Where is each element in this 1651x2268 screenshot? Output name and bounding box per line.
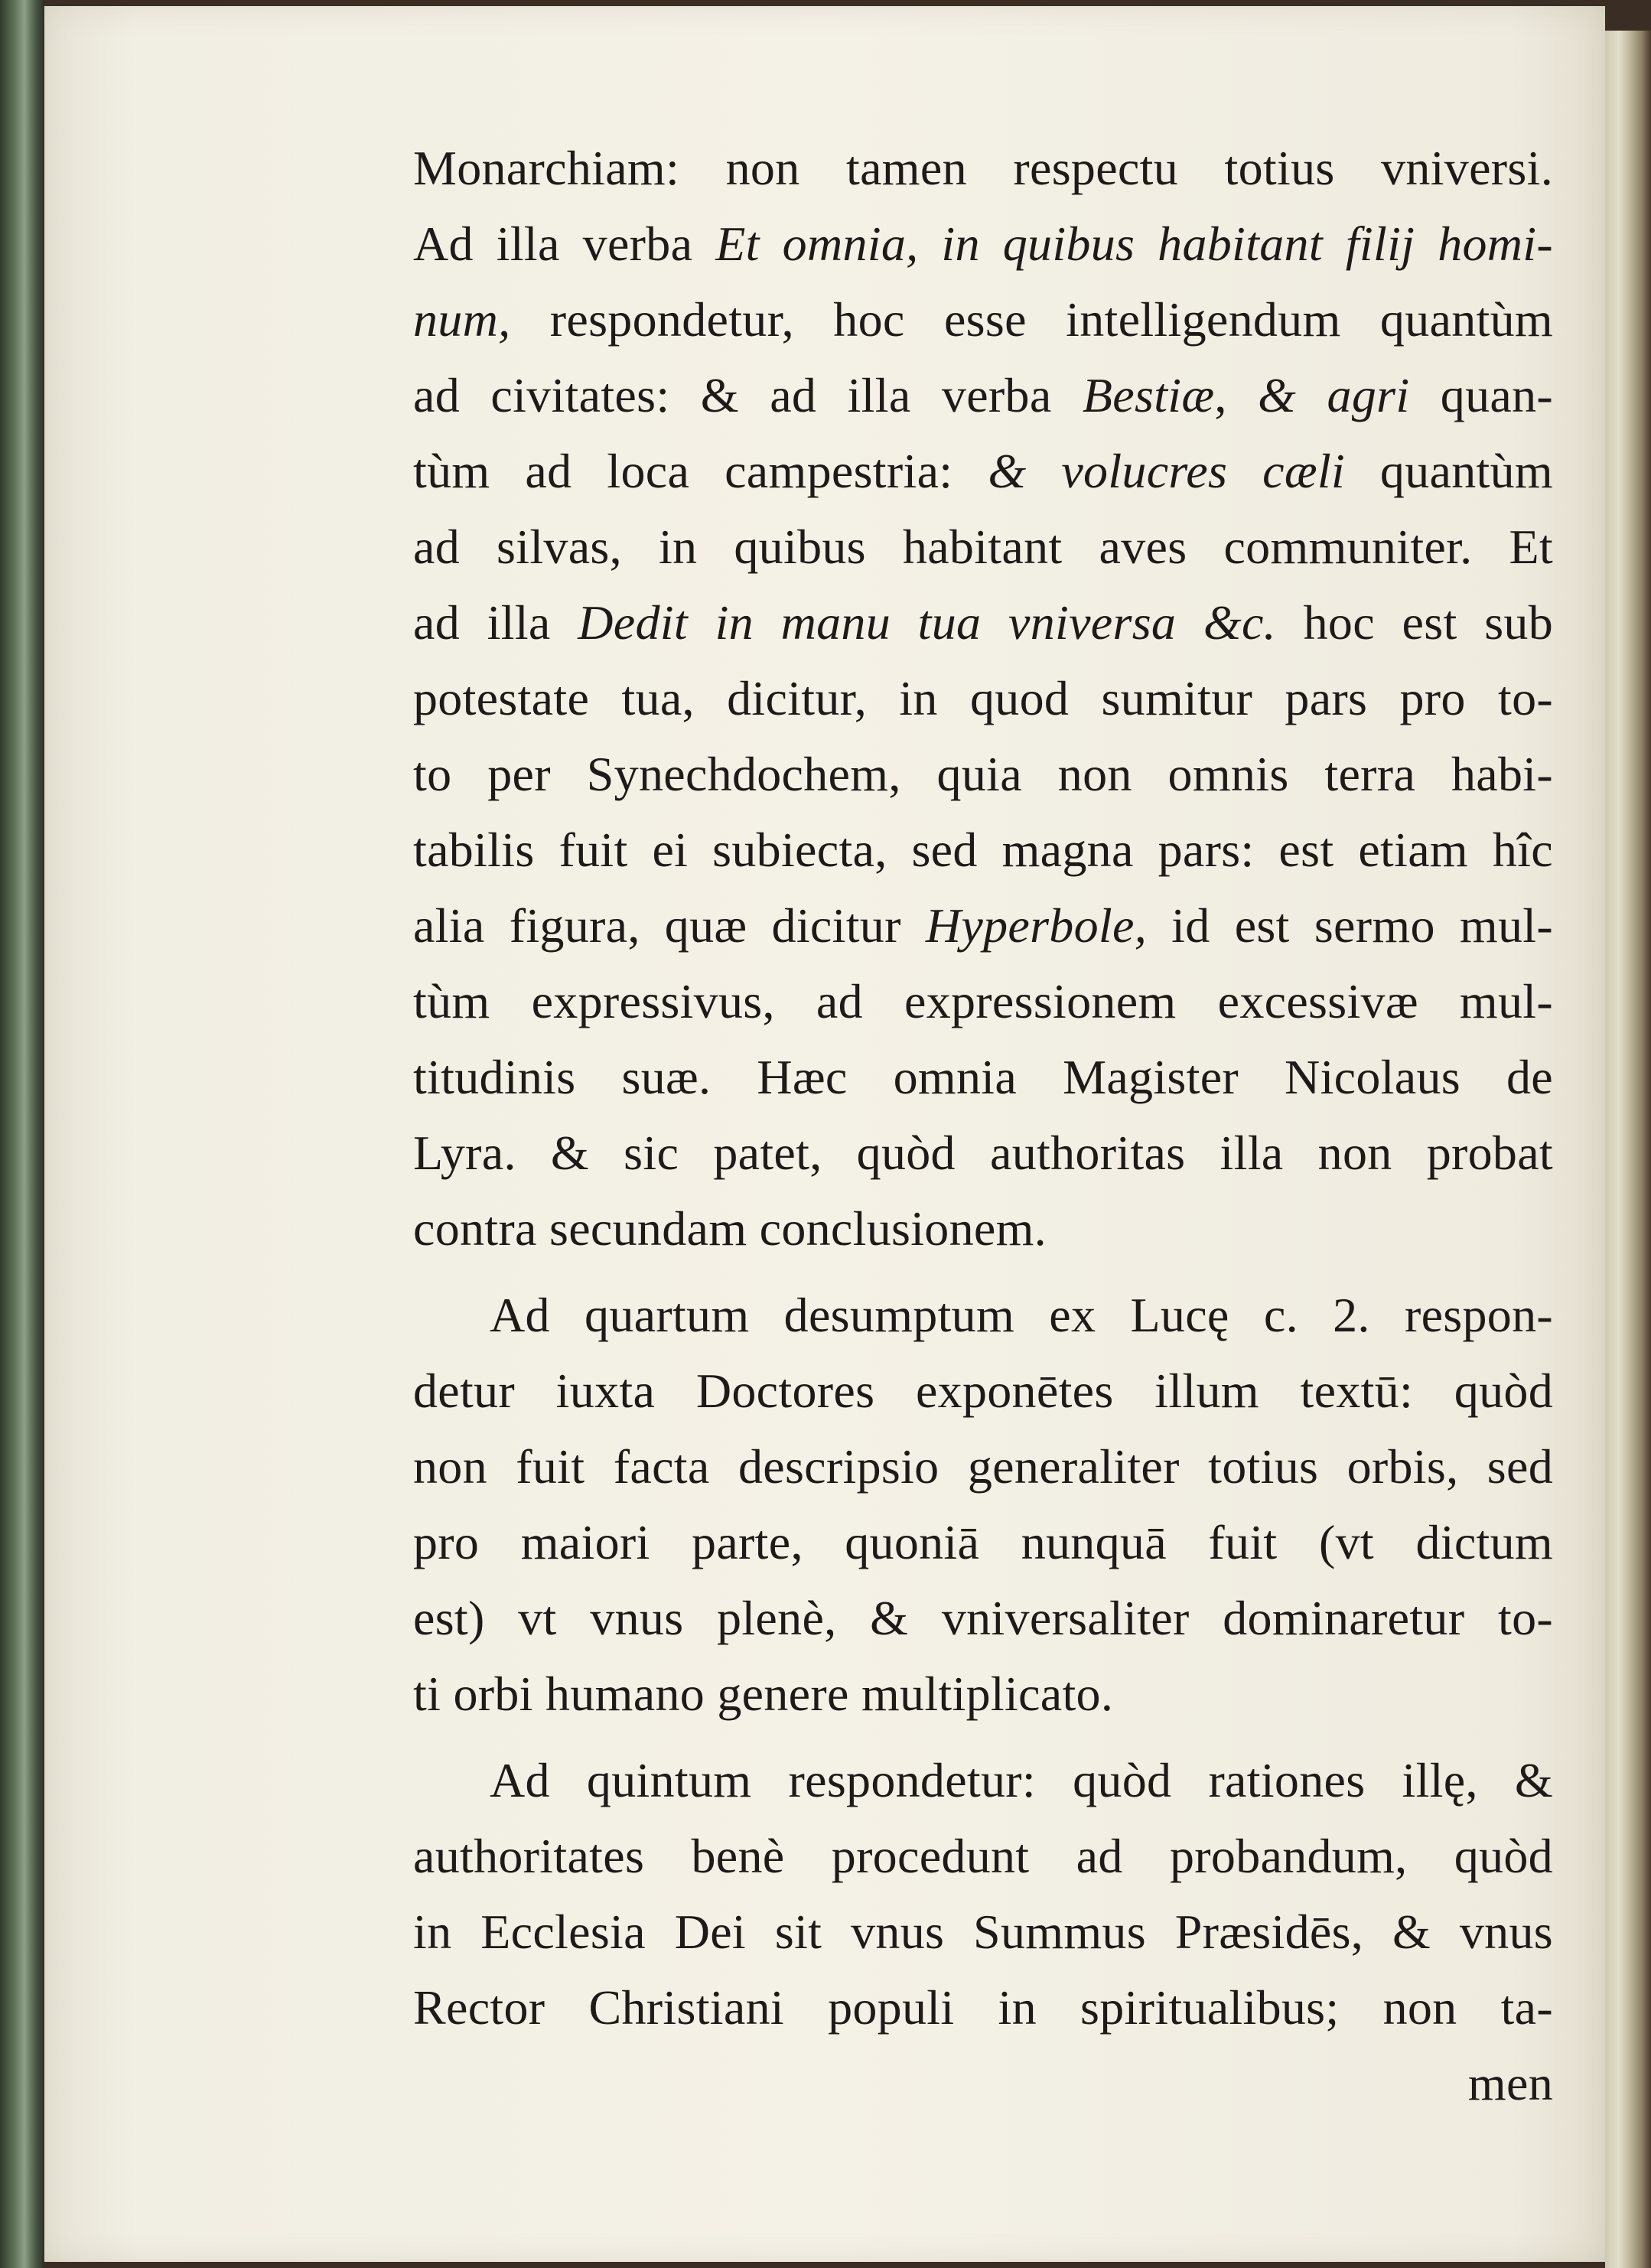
text-span: in Ecclesia Dei sit vnus Summus Præsidēs, & vnus (413, 1905, 1553, 1959)
text-span: Ad quartum desumptum ex Lucę c. 2. respon- (490, 1288, 1553, 1342)
italic-text-span: Hyperbole, (925, 898, 1147, 953)
text-span: quan- (1409, 368, 1553, 422)
text-line (413, 1742, 1553, 1818)
text-line (413, 1580, 1553, 1656)
text-line (413, 963, 1553, 1039)
book-spine-edge (0, 0, 44, 2268)
text-span: ti orbi humano genere multiplicato. (413, 1667, 1114, 1721)
text-line (413, 509, 1553, 585)
text-span (1296, 368, 1327, 422)
text-span: ad illa (413, 595, 578, 650)
text-span: tabilis fuit ei subiecta, sed magna pars: est etiam hîc (413, 823, 1553, 877)
text-line (413, 357, 1553, 433)
text-line (413, 660, 1553, 736)
text-span: Rector Christiani populi in spiritualibus; non ta- (413, 1980, 1553, 2035)
text-line (413, 1429, 1553, 1504)
text-span: id est sermo mul- (1147, 898, 1553, 953)
page-fore-edge (1605, 31, 1651, 2268)
text-span: to per Synechdochem, quia non omnis terra habi- (413, 747, 1553, 801)
text-span: alia figura, quæ dicitur (413, 898, 926, 953)
paragraph-gap (413, 1266, 1553, 1277)
text-line (413, 433, 1553, 509)
text-span: , (1214, 368, 1259, 422)
text-span: potestate tua, dicitur, in quod sumitur pars pro to- (413, 671, 1553, 725)
text-span: Ad illa verba (413, 217, 716, 271)
text-span: ad silvas, in quibus habitant aves communiter. Et (413, 520, 1553, 574)
text-span: tùm ad loca campestria: (413, 444, 988, 498)
text-span: respondetur, hoc esse intelligendum quantùm (510, 292, 1553, 347)
text-line (413, 1970, 1553, 2045)
text-span: Ad quintum respondetur: quòd rationes illę, & (490, 1753, 1553, 1807)
text-line (413, 1115, 1553, 1191)
italic-text-span: agri (1327, 368, 1410, 422)
text-line (413, 585, 1553, 660)
italic-text-span: num, (413, 292, 511, 347)
text-span: detur iuxta Doctores exponētes illum textū: quòd (413, 1364, 1553, 1418)
text-line (413, 812, 1553, 888)
text-line (413, 1818, 1553, 1894)
text-line (413, 282, 1553, 357)
text-span: est) vt vnus plenè, & vniversaliter dominaretur to- (413, 1591, 1553, 1645)
text-span: ad civitates: & ad illa verba (413, 368, 1083, 422)
text-line (413, 1191, 1553, 1266)
text-line (413, 130, 1553, 206)
text-span: non fuit facta descripsio generaliter totius orbis, sed (413, 1439, 1553, 1494)
text-line (413, 888, 1553, 963)
text-line (413, 736, 1553, 812)
text-span: Monarchiam: non tamen respectu totius vniversi. (413, 141, 1553, 195)
italic-text-span: & volucres cæli (988, 444, 1345, 498)
italic-text-span: Bestiæ (1082, 368, 1215, 422)
text-line (413, 1504, 1553, 1580)
text-line (413, 1353, 1553, 1429)
text-line (413, 1277, 1553, 1353)
italic-text-span: Dedit in manu tua vniversa &c. (578, 595, 1276, 650)
text-span: authoritates benè procedunt ad probandum, quòd (413, 1829, 1553, 1883)
text-span: quantùm (1344, 444, 1553, 498)
text-span: contra secundam conclusionem. (413, 1201, 1047, 1256)
catchword: men (1467, 2056, 1553, 2110)
italic-text-span: Et omnia, in quibus habitant filij homi- (715, 217, 1554, 271)
paragraph-gap (413, 1732, 1553, 1742)
text-line (413, 206, 1553, 282)
text-line (413, 1656, 1553, 1732)
text-line (413, 1039, 1553, 1115)
page-text-block (413, 130, 1553, 2121)
text-line (413, 1894, 1553, 1970)
text-span: hoc est sub (1275, 595, 1553, 650)
text-span: pro maiori parte, quoniā nunquā fuit (vt dictum (413, 1515, 1553, 1569)
text-span: titudinis suæ. Hæc omnia Magister Nicolaus de (413, 1050, 1553, 1104)
text-span: tùm expressivus, ad expressionem excessivæ mul- (413, 974, 1553, 1028)
italic-text-span: & (1258, 368, 1297, 422)
text-span: Lyra. & sic patet, quòd authoritas illa non probat (413, 1126, 1553, 1180)
